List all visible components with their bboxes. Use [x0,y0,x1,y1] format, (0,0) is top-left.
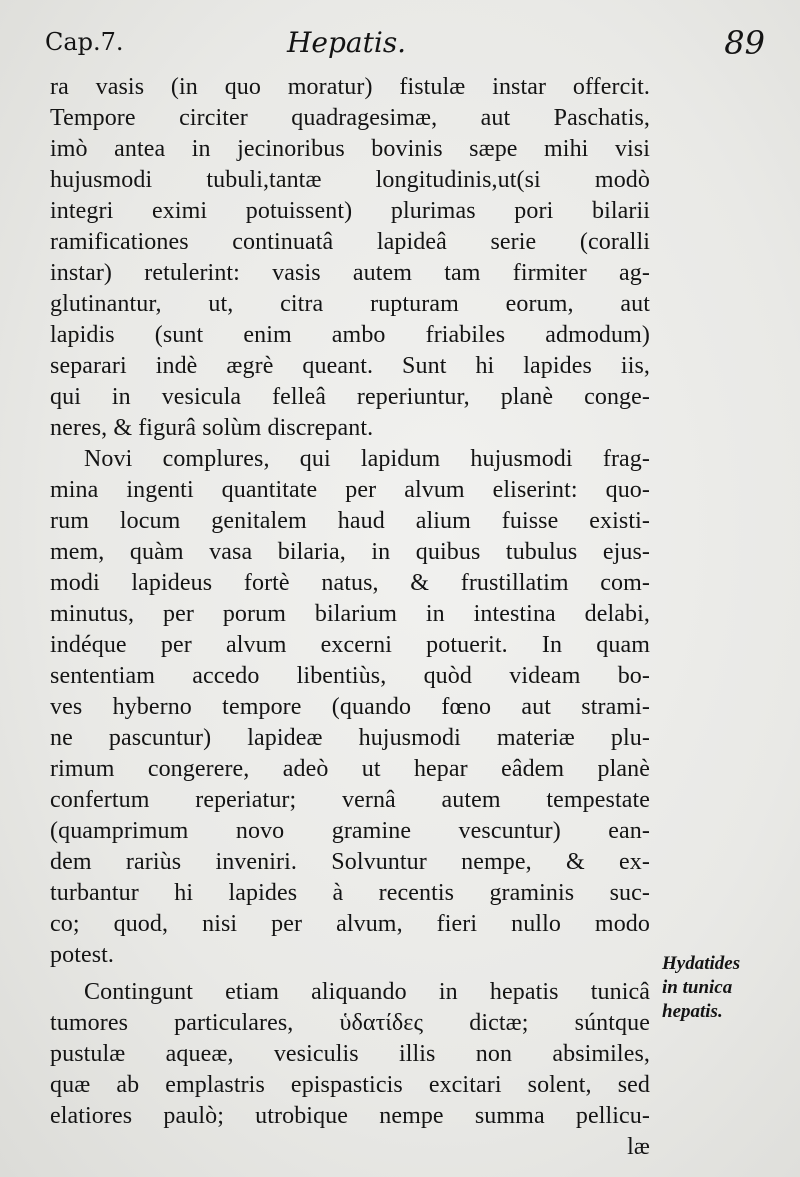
catchword: læ [627,1134,650,1160]
text-line: minutus, per porum bilarium in intestina delabi, [50,601,650,627]
text-line: hujusmodi tubuli,tantæ longitudinis,ut(si modò [50,167,650,193]
text-line: confertum reperiatur; vernâ autem tempestate [50,787,650,813]
text-line: neres, & figurâ solùm discrepant. [50,415,374,441]
text-line: tumores particulares, ὑδατίδες dictæ; súntque [50,1010,650,1036]
text-line: pustulæ aqueæ, vesiculis illis non absimiles, [50,1041,650,1067]
text-line: mina ingenti quantitate per alvum eliserint: quo- [50,477,650,503]
text-line: ne pascuntur) lapideæ hujusmodi materiæ plu- [50,725,650,751]
text-line: mem, quàm vasa bilaria, in quibus tubulus ejus- [50,539,650,565]
page-header [45,22,765,70]
text-line: potest. [50,942,115,968]
text-line: (quamprimum novo gramine vescuntur) ean- [50,818,650,844]
text-line: glutinantur, ut, citra rupturam eorum, aut [50,291,650,317]
text-line: elatiores paulò; utrobique nempe summa pellicu- [50,1103,650,1129]
page-number: 89 [724,24,765,62]
margin-note [662,952,792,1024]
text-line: instar) retulerint: vasis autem tam firmiter ag- [50,260,650,286]
margin-note-line: Hydatides [662,953,741,974]
text-line: qui in vesicula felleâ reperiuntur, planè conge- [50,384,650,410]
text-line: quæ ab emplastris epispasticis excitari solent, sed [50,1072,650,1098]
margin-note-line: hepatis. [662,1001,723,1022]
text-line: ves hyberno tempore (quando fœno aut strami- [50,694,650,720]
text-line: separari indè ægrè queant. Sunt hi lapides iis, [50,353,650,379]
running-title: Hepatis. [287,26,407,59]
text-line: indéque per alvum excerni potuerit. In quam [50,632,650,658]
text-line: co; quod, nisi per alvum, fieri nullo modo [50,911,650,937]
text-line: turbantur hi lapides à recentis graminis suc- [50,880,650,906]
text-line: ra vasis (in quo moratur) fistulæ instar offercit. [50,74,650,100]
chapter-label: Cap.7. [45,28,124,56]
text-line: lapidis (sunt enim ambo friabiles admodum) [50,322,650,348]
main-text [50,72,650,1163]
text-line: integri eximi potuissent) plurimas pori bilarii [50,198,650,224]
text-line: modi lapideus fortè natus, & frustillatim com- [50,570,650,596]
paragraph-start-line: Novi complures, qui lapidum hujusmodi frag- [84,446,650,472]
text-line: ramificationes continuatâ lapideâ serie (coralli [50,229,650,255]
text-line: rum locum genitalem haud alium fuisse existi- [50,508,650,534]
text-line: imò antea in jecinoribus bovinis sæpe mihi visi [50,136,650,162]
paragraph-start-line: Contingunt etiam aliquando in hepatis tunicâ [84,979,650,1005]
text-line: sententiam accedo libentiùs, quòd videam bo- [50,663,650,689]
text-line: rimum congerere, adeò ut hepar eâdem planè [50,756,650,782]
margin-note-line: in tunica [662,977,733,998]
text-line: Tempore circiter quadragesimæ, aut Paschatis, [50,105,650,131]
text-line: dem rariùs inveniri. Solvuntur nempe, & ex- [50,849,650,875]
